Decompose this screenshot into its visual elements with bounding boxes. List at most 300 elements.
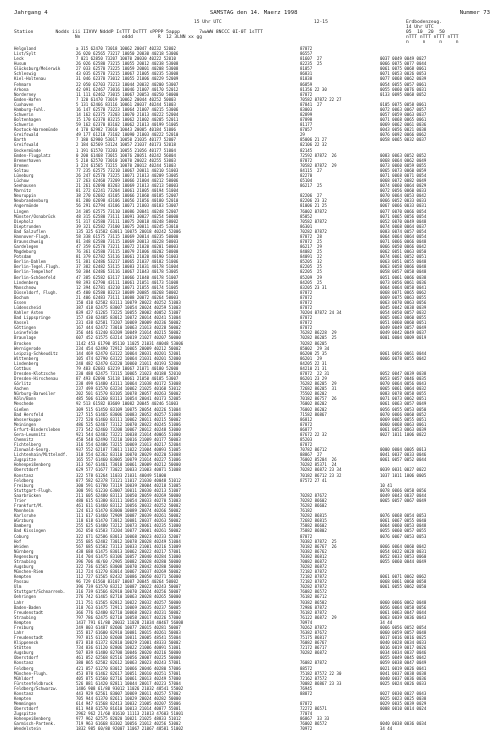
synop-groups: 85209 29 — [300, 274, 322, 280]
station-name: Gardelegen — [14, 244, 39, 250]
synop-groups: 76002 87872 — [300, 208, 327, 214]
station-name: Görlitz — [14, 381, 32, 387]
synop-groups: 76282 86602 — [300, 503, 327, 509]
synop-code: 3 224 61565 73215 10070 20012 40244 51003 — [76, 162, 176, 168]
synop-groups: 70182 86757 26 — [300, 396, 337, 402]
soil-temps: 0062 0051 0063 0050 — [380, 249, 427, 255]
synop-code: 58 338 61575 73115 10069 20014 40235 50000 — [76, 233, 179, 239]
synop-code: 231 438 62581 73207 10069 20009 40236 50002 — [76, 320, 181, 326]
station-name: Erfurt-Bindersleben — [14, 426, 61, 432]
synop-code: 234 454 62490 72912 10065 20009 40212 50002 — [76, 345, 181, 351]
synop-mid — [204, 726, 300, 731]
station-name: Wasserkuppe — [14, 416, 41, 422]
soil-temps: 0049 0042 0049 0037 — [380, 330, 427, 336]
synop-code: 105 474 62790 63122 10064 21031 40201 52000 — [76, 355, 181, 361]
synop-code: 26 247 62570 73225 10071 21013 40209 53005 — [76, 172, 179, 178]
synop-code: 15 170 62370 83215 10062 21002 40205 52011 — [76, 117, 179, 123]
synop-groups: 76122 86872 29 — [300, 614, 337, 620]
synop-groups: 87898 — [300, 117, 313, 123]
station-name: Boltenhagen — [14, 117, 41, 123]
soil-temps: 0069 0062 0061 0036 — [380, 122, 427, 128]
synop-code: 2962 962 21/60 81610 11113 21013 47603 51001 — [76, 711, 184, 717]
synop-groups: 75882 86602 — [300, 523, 327, 529]
synop-code: 76 361 62580 73115 10079 21006 40202 50000 — [76, 249, 179, 255]
soil-temps: 0077 0068 0062 0039 — [380, 76, 427, 82]
station-name: Gera-Leumnitz — [14, 431, 46, 437]
synop-code: 43 035 62570 73215 10067 21005 40235 53008 — [76, 71, 179, 77]
soil-temps: 0008 0010 0014 0024 — [380, 706, 427, 712]
station-name: Zugspitze — [14, 457, 36, 463]
soil-temps: 0066 0052 0033 0033 — [380, 198, 427, 204]
synop-code: 322 736 61565 83008 10070 20042 40280 50000 — [76, 563, 181, 569]
station-name: Neuruppin — [14, 193, 36, 199]
synop-groups: 81838 — [300, 76, 313, 82]
synop-groups: 82145 — [300, 147, 313, 153]
station-name: Ueckermünde — [14, 147, 41, 153]
soil-temps: 0056 0064 0058 0056 — [380, 604, 427, 610]
synop-code: 155 817 61600 82910 10081 20015 40261 50003 — [76, 629, 181, 635]
synop-code: 977 962 62575 82020 10021 21025 48833 51012 — [76, 716, 181, 722]
synop-code: 734 836 61120 82806 10022 21006 40091 51001 — [76, 645, 181, 651]
synop-code: 7 180 62980 53017 10050 21035 40177 52007 — [76, 137, 176, 143]
station-name: Helgoland — [14, 46, 36, 51]
station-name: Baden-Baden — [14, 604, 41, 610]
synop-code: 316 554 62486 73215 10069 21013 40217 52004 — [76, 442, 181, 448]
soil-temps: 0000 0004 0005 0013 — [380, 447, 427, 453]
synop-code: 272 520 61460 83111 10062 20011 40215 50002 — [76, 416, 181, 422]
synop-groups: 84210 21 31 — [300, 365, 327, 371]
station-name: Bamberg — [14, 523, 32, 529]
soil-temps: 0065 0057 0067 0049 — [380, 497, 427, 503]
station-name: München-Flugh. — [14, 670, 49, 676]
station-name: Garmisch-Partenk. — [14, 721, 56, 727]
synop-groups: 72682 86205 31 — [300, 386, 337, 392]
station-name: Wittenberg — [14, 355, 39, 361]
station-name: Rostock-Warnemünde — [14, 127, 58, 133]
soil-temps: 0068 0064 0062 0049 — [380, 157, 427, 163]
soil-temps: 0061 0063 0047 0044 — [380, 609, 427, 615]
synop-groups: 84082 25 — [300, 249, 322, 255]
synop-code: 24 305 62575 73110 10086 20041 40248 52007 — [76, 208, 179, 214]
synop-groups: 72162 87572 — [300, 675, 327, 681]
synop-groups: 70282 86602 — [300, 497, 327, 503]
issue-number: Nummer 73 — [459, 10, 490, 16]
synop-groups: 70582 87872 — [300, 218, 327, 224]
station-name: Lindenberg — [14, 360, 39, 366]
synop-code: 276 742 61465 82710 10063 20028 40265 50000 — [76, 594, 181, 600]
synop-groups: 82205 25 — [300, 264, 322, 270]
synop-groups: 75182 87572 22 30 — [300, 670, 342, 676]
station-name: Seehausen — [14, 183, 36, 189]
synop-code: 96 729 61560 83107 10087 20045 40264 50002 — [76, 579, 179, 585]
synop-groups: 70972 — [300, 726, 313, 732]
synop-code: 167 444 62472 73010 10063 21013 40228 50002 — [76, 325, 181, 331]
synop-code: 567 685 61582 73113 10033 21001 40216 51009 — [76, 543, 181, 549]
station-name: Lüneburg — [14, 172, 34, 178]
synop-groups: 85203 — [300, 437, 313, 443]
soil-temps: 0066 0075 0077 0044 — [380, 61, 427, 67]
synop-groups: 82206 27 — [300, 193, 322, 199]
synop-code: 31 046 62370 73012 10055 21006 40229 52009 — [76, 76, 179, 82]
soil-temp-title: Erdbodenzeug. — [406, 20, 442, 25]
synop-groups: 70382 86762 — [300, 548, 327, 554]
synop-groups: 76082 87872 — [300, 660, 327, 666]
soil-temps: 0077 0070 0066 0054 — [380, 208, 427, 214]
synop-code: 300 591 61780 73119 10039 20004 40218 51005 — [76, 482, 181, 488]
station-name: Hannover-Flugh. — [14, 233, 51, 239]
synop-groups: 84091 22 — [300, 254, 322, 260]
synop-groups: 76002 85204 26 — [300, 457, 337, 463]
station-name: Berlin-Tegel.Flugh. — [14, 264, 61, 270]
synop-groups: 87872 — [300, 442, 313, 448]
soil-temps: 0049 0049 0057 0049 — [380, 325, 427, 331]
station-name: Barth — [14, 137, 27, 143]
station-name: Münster/Osnabrück — [14, 213, 56, 219]
soil-temps: 0083 0063 0052 0052 — [380, 152, 427, 158]
synop-code: 405 875 61560 82716 10061 20013 40249 57000 — [76, 675, 181, 681]
synop-groups: 86831 — [300, 71, 313, 77]
station-name: Lahr — [14, 629, 24, 635]
synop-groups: 70582 87872 22 27 — [300, 96, 342, 102]
station-name: Oehringen — [14, 594, 36, 600]
station-name: Aachen — [14, 386, 29, 392]
station-name: Bad Salzuflen — [14, 228, 46, 234]
synop-code: 144 469 62470 63122 10064 20031 40201 52001 — [76, 350, 181, 356]
synop-code: 310 554 62362 83110 10070 20029 40220 53008 — [76, 452, 181, 458]
station-name: Glücksburg/Meierwik — [14, 66, 61, 72]
synop-code: 719 963 61668 83302 10056 21012 40256 53002 — [76, 721, 181, 727]
synop-groups: 81006 21 25 — [300, 203, 327, 209]
synop-code: 2 184 62569 53124 10057 21037 40173 52018 — [76, 142, 176, 148]
synop-groups: 70582 87872 29 — [300, 162, 337, 168]
station-name: Bad Hersfeld — [14, 411, 44, 417]
soil-temps: 0054 0022 0028 0031 — [380, 548, 427, 554]
synop-code: 59 162 62370 83102 10062 21013 40199 51005 — [76, 122, 179, 128]
station-name: Bad Kissingen — [14, 528, 46, 534]
soil-temps: 0073 0056 0061 0036 — [380, 279, 427, 285]
station-name: Hamburg-Fuhl. — [14, 106, 46, 112]
synop-code: 38 270 62682 43105 10066 21060 40185 52007 — [76, 193, 179, 199]
station-name: Wendelstein — [14, 726, 41, 732]
station-name: Köln/Bonn — [14, 396, 36, 402]
soil-temps: 0078 0066 0058 0056 — [380, 487, 427, 493]
obs-time: 15 Uhr UTC — [194, 20, 222, 25]
synop-code: 356 446 61240 83209 10049 21014 40215 50002 — [76, 330, 181, 336]
synop-groups: 70974 — [300, 619, 313, 625]
station-name: Karlsruhe — [14, 513, 36, 519]
synop-code: 262 650 61583 73204 10077 20001 40261 50002 — [76, 528, 181, 534]
soil-temps: 0053 0057 0046 0035 — [380, 376, 427, 382]
soil-temps: 0066 0056 0052 0054 — [380, 624, 427, 630]
soil-temps: 0070 0064 0056 0043 — [380, 381, 427, 387]
soil-temps: 0071 0068 0065 0061 — [380, 117, 427, 123]
synop-code: 211 751 61565 82812 10022 20032 40257 50000 — [76, 599, 181, 605]
synop-groups: 84205 25 — [300, 279, 322, 285]
synop-code: 50 384 62486 53116 10067 21043 40178 53005 — [76, 269, 179, 275]
synop-groups: 70782 86712 — [300, 447, 327, 453]
synop-code: 26 026 62580 73215 10055 20012 40238 53008 — [76, 61, 179, 67]
station-name: Fichtelberg — [14, 442, 41, 448]
station-name: Konstanz — [14, 690, 34, 696]
synop-groups: 76182 87872 — [300, 609, 327, 615]
synop-groups: 87872 — [300, 157, 313, 163]
station-name: Braunschweig — [14, 238, 44, 244]
synop-code: 56 291 62794 43106 10071 21003 40183 53007 — [76, 203, 179, 209]
synop-code: 705 944 61370 82611 10029 20024 40282 50000 — [76, 696, 181, 701]
synop-groups: 76082 86572 — [300, 589, 327, 595]
soil-temps: 0063 0070 0063 0056 — [380, 299, 427, 305]
synop-code: 37 382 62482 53115 10083 21031 40178 51004 — [76, 264, 179, 270]
soil-temps: 0071 0068 0071 0054 — [380, 172, 427, 178]
station-name: Schleswig — [14, 71, 36, 77]
station-name: Dieptrunden — [14, 223, 41, 229]
synop-groups: 29 — [300, 132, 305, 138]
station-name: Essen — [14, 299, 27, 305]
synop-code: 81 379 62782 53116 10061 21020 40190 51003 — [76, 254, 179, 260]
synop-code: 135 325 61582 63011 10075 20018 40242 52006 — [76, 228, 181, 234]
soil-temps: 0133 0095 0068 0052 — [380, 91, 427, 97]
synop-code: 7 120 61470 73019 10062 20044 40252 50003 — [76, 96, 176, 102]
station-name: Feldberg — [14, 477, 34, 483]
synop-code: 443 929 62561 83007 10069 20011 40257 57002 — [76, 690, 181, 696]
synop-code: 438 688 61475 83013 10062 20022 40217 57001 — [76, 548, 181, 554]
synop-groups: 70382 87872 25 — [300, 538, 337, 544]
synop-groups: 87872 — [300, 325, 313, 331]
synop-groups: 87872 — [300, 533, 313, 539]
soil-units: nTTT nTTT nTTT nTTT — [406, 35, 459, 40]
synop-code: 797 815 61120 82608 10011 20005 48541 55004 — [76, 635, 181, 641]
station-name: Straubing — [14, 614, 36, 620]
soil-temps: 0025 0024 0026 0033 — [380, 680, 427, 686]
synop-groups: 87672 22 32 — [300, 431, 327, 437]
date-label: SAMSTAG den 14. Maerz 1998 — [209, 10, 298, 16]
station-name: Leipzig-Schkeuditz — [14, 350, 58, 356]
soil-temps: 0071 0066 0066 0048 — [380, 238, 427, 244]
synop-code: 396 739 61570 83212 10087 20022 40243 50007 — [76, 584, 181, 590]
soil-temps: 0058 0065 0032 0037 — [380, 137, 427, 143]
synop-groups: 87057 — [300, 127, 313, 133]
synop-groups: 70282 86872 — [300, 650, 327, 656]
synop-groups: 76002 86572 — [300, 721, 327, 727]
synop-groups: 87841 27 — [300, 101, 322, 107]
synop-code: 26 020 62565 73217 10050 20030 40218 53006 — [76, 51, 179, 57]
soil-temps: 0071 0073 0062 0051 — [380, 396, 427, 402]
synop-groups: 75882 86802 — [300, 528, 327, 534]
soil-temps: 0063 0058 0066 0048 — [380, 264, 427, 270]
synop-code: 47 359 62570 73211 10072 21020 40201 50003 — [76, 244, 179, 250]
synop-code: 322 671 62586 83013 10068 20023 40233 52007 — [76, 533, 181, 539]
synop-code: 614 947 61568 82413 10032 21005 40207 55006 — [76, 701, 181, 707]
synop-code: 249 803 61487 82606 10077 20015 40281 50007 — [76, 624, 181, 630]
synop-code: 12 394 62781 43210 10071 21055 40174 51005 — [76, 284, 179, 290]
synop-groups: 70082 86867 23 33 — [300, 680, 342, 686]
soil-temps: 0068 0061 0060 0058 — [380, 579, 427, 585]
soil-temps: 34 44 — [380, 619, 393, 625]
soil-temps: 0040 0038 0036 0034 — [380, 721, 427, 727]
soil-n-row: n n n n — [406, 40, 459, 45]
station-name: Coburg — [14, 533, 29, 539]
synop-code: 313 567 61461 73018 10061 20009 40212 50000 — [76, 462, 181, 468]
soil-temps: 0076 0067 0053 0053 — [380, 533, 427, 539]
synop-groups: 82270 — [300, 172, 313, 178]
synop-groups: 76082 86767 — [300, 640, 327, 646]
station-name: Bremen — [14, 162, 29, 168]
synop-code: 42 091 62467 73016 10046 21007 40170 52012 — [76, 86, 179, 92]
synop-groups: 70382 86812 — [300, 553, 327, 559]
synop-groups: 87872 — [300, 701, 313, 707]
station-name: Kiel-Holtenau — [14, 76, 46, 82]
soil-temps: 0025 0023 0025 0038 — [380, 696, 427, 701]
synop-code: 0 200 61468 73015 10076 20051 40242 56004 — [76, 152, 176, 158]
synop-code: 450 548 62490 73210 10016 21009 40177 50003 — [76, 437, 181, 443]
soil-temps: 0068 0072 0082 0049 — [380, 178, 427, 184]
station-name: Kempten — [14, 619, 32, 625]
station-name: Göttingen — [14, 325, 36, 331]
synop-groups: 70182 86712 23 32 — [300, 472, 342, 478]
soil-temps: 0070 0066 0060 0052 — [380, 411, 427, 417]
soil-temps: 0071 0065 0056 0054 — [380, 213, 427, 219]
columns-line-2: Nn oddd R 12 3LNN xx gg — [14, 35, 203, 40]
soil-temps: 0051 0061 0066 0038 — [380, 274, 427, 280]
soil-temps: 0040 0028 0034 0033 — [380, 640, 427, 646]
synop-groups: 76182 — [300, 508, 313, 514]
station-name: Angermünde — [14, 203, 39, 209]
station-name: Memmingen — [14, 701, 36, 707]
synop-code: 27 033 62570 73225 10059 20001 40208 53008 — [76, 66, 179, 72]
station-name: Meiningen — [14, 421, 36, 427]
soil-temps: 0061 0063 0057 0049 — [380, 401, 427, 407]
synop-groups: 70282 85371 24 — [300, 462, 337, 468]
station-name: Stötten — [14, 645, 32, 651]
station-name: Diepholz — [14, 218, 34, 224]
station-name: Straubing — [14, 558, 36, 564]
station-name: Freudenstadt — [14, 635, 44, 641]
synop-code: 150 410 62582 83111 10079 20022 40252 51003 — [76, 299, 181, 305]
synop-groups: 84115 27 — [300, 167, 322, 173]
soil-temps: 0070 0064 0053 0042 — [380, 193, 427, 199]
station-name: Chemnitz — [14, 437, 34, 443]
station-name: Norderney — [14, 91, 36, 97]
synop-groups: 87872 — [300, 91, 313, 97]
synop-code: 937 552 62187 73011 11022 21004 40093 51005 — [76, 447, 181, 453]
soil-temps: 0027 1011 1006 0022 — [380, 431, 427, 437]
synop-groups: 70282 86872 — [300, 563, 327, 569]
synop-groups: 70282 87672 — [300, 492, 327, 498]
station-name: Schwerin — [14, 112, 34, 118]
station-name: Bremerhaven — [14, 157, 41, 163]
synop-code: 17 263 62460 73209 10066 21004 40212 50006 — [76, 178, 179, 184]
synop-code: 607 452 61575 63214 10019 21027 40207 50000 — [76, 335, 181, 341]
soil-temps: 0051 0060 0060 0051 — [380, 320, 427, 326]
station-name: Zinnwald-Georg. — [14, 447, 51, 453]
soil-temps: 0076 0068 0054 0053 — [380, 513, 427, 519]
synop-groups: 86200 25 35 — [300, 350, 327, 356]
synop-groups: 70282 86872 23 34 — [300, 467, 342, 473]
soil-temps: 0069 0075 0063 0055 — [380, 294, 427, 300]
soil-temp-time: 14 Uhr UTC — [406, 25, 434, 30]
synop-groups: 65104 — [300, 178, 313, 184]
station-name: Saarbrücken — [14, 492, 41, 498]
soil-temps: 0017 0016 0016 0025 — [380, 635, 427, 641]
station-name: Freudenstadt — [14, 609, 44, 615]
synop-groups: 72182 87872 — [300, 574, 327, 580]
soil-temps: 0072 0063 0067 0057 — [380, 106, 427, 112]
soil-temps: 0074 0060 0064 0029 — [380, 183, 427, 189]
soil-temps: 0074 0068 0064 0037 — [380, 223, 427, 229]
soil-temps: 0052 0047 0039 0038 — [380, 371, 427, 376]
synop-groups: 70382 86582 — [300, 599, 327, 605]
synop-groups: 86201 23 29 — [300, 376, 327, 382]
synop-groups: 76002 86202 — [300, 401, 327, 407]
station-name: Berlin-Schönefeld — [14, 274, 56, 280]
synop-groups: 76282 86205 29 — [300, 381, 337, 387]
station-name: Lingen — [14, 208, 29, 214]
synop-code: 526 881 61420 82811 10044 20017 40223 57004 — [76, 680, 181, 686]
synop-code: 873 818 61372 82810 10029 21001 48333 50002 — [76, 640, 181, 646]
columns-line-1: Station Nodds iii IIVVV NdddP IsTTT DsTTT sPPPP 5appp 7wwWW 8NCCC 0I-0T 1sTTT — [14, 30, 263, 35]
page-header — [14, 10, 490, 20]
synop-code: 387 418 62475 83007 10054 20024 40259 51003 — [76, 304, 181, 310]
station-name: Zugspitze — [14, 711, 36, 717]
station-name: Feldberg/Schwarzw. — [14, 685, 58, 691]
synop-groups: 87872 28 — [300, 233, 322, 239]
station-name: Freiburg — [14, 482, 34, 488]
soil-temps: 0065 0061 0064 0032 — [380, 386, 427, 392]
synop-groups: 77074 — [300, 711, 313, 717]
synop-code: 480 615 61380 83111 10054 20033 40270 51003 — [76, 497, 181, 503]
station-name: Augsburg — [14, 563, 34, 569]
synop-code: 51 381 62486 53217 10065 21037 40182 51006 — [76, 259, 179, 265]
soil-temps: 0056 0055 0053 0050 — [380, 406, 427, 412]
station-name: Meschede — [14, 401, 34, 407]
soil-temps: 0043 0056 0021 0038 — [380, 127, 427, 133]
station-name: Brocken — [14, 340, 32, 346]
synop-groups: 87872 22 31 — [300, 371, 330, 376]
station-table — [14, 46, 492, 732]
synop-code: 1437 791 61/80 20032 11028 21034 40467 56008 — [76, 619, 184, 625]
synop-code: 877 582 62378 73121 11017 21030 40048 51012 — [76, 477, 181, 483]
synop-groups: 85002 29 34 — [300, 345, 330, 351]
soil-temps: 0052 0033 0053 0060 — [380, 553, 427, 559]
station-name: Klippeneck — [14, 640, 39, 646]
synop-code: 255 625 61480 73212 10073 20061 40235 51000 — [76, 523, 181, 529]
synop-code: 81 272 62241 73204 10061 21005 40194 51004 — [76, 188, 179, 194]
station-name: Neubrandenburg — [14, 198, 49, 204]
synop-code: 16 147 62570 73223 10064 21007 40215 53006 — [76, 106, 179, 112]
synop-code: 77 235 62575 73210 10067 20011 40210 51003 — [76, 167, 179, 173]
synop-groups: 72182 87872 — [300, 569, 327, 575]
soil-temps: 0060 0068 0063 0061 — [380, 421, 427, 427]
station-name: Greifswald — [14, 142, 39, 148]
synop-code: 921 544 62482 73221 10038 21014 40065 51000 — [76, 431, 181, 437]
station-name: Schwerin — [14, 122, 34, 128]
synop-groups: 86812 — [300, 416, 313, 422]
synop-groups: 87872 — [300, 320, 313, 326]
station-name: Magdeburg — [14, 249, 36, 255]
synop-code: 312 724 61270 83014 10067 20037 40269 50002 — [76, 569, 181, 575]
synop-groups: 81356 22 30 — [300, 86, 327, 92]
soil-temps: 0076 0092 0066 0062 — [380, 132, 427, 138]
synop-code: 396 706 46/60 /2905 10082 20028 40280 50000 — [76, 558, 181, 564]
station-name: Passau — [14, 579, 29, 585]
soil-temps: 0069 0065 0055 0051 — [380, 416, 427, 422]
synop-code: 248 482 62470 63220 10060 21011 40193 52000 — [76, 360, 181, 366]
synop-groups: 72986 87872 — [300, 604, 327, 610]
station-name: Berlin-Tempelhof — [14, 269, 53, 275]
synop-groups: 87872 — [300, 315, 313, 321]
soil-temps: 0064 0060 0053 0048 — [380, 523, 427, 529]
synop-groups: 87872 — [300, 299, 313, 305]
